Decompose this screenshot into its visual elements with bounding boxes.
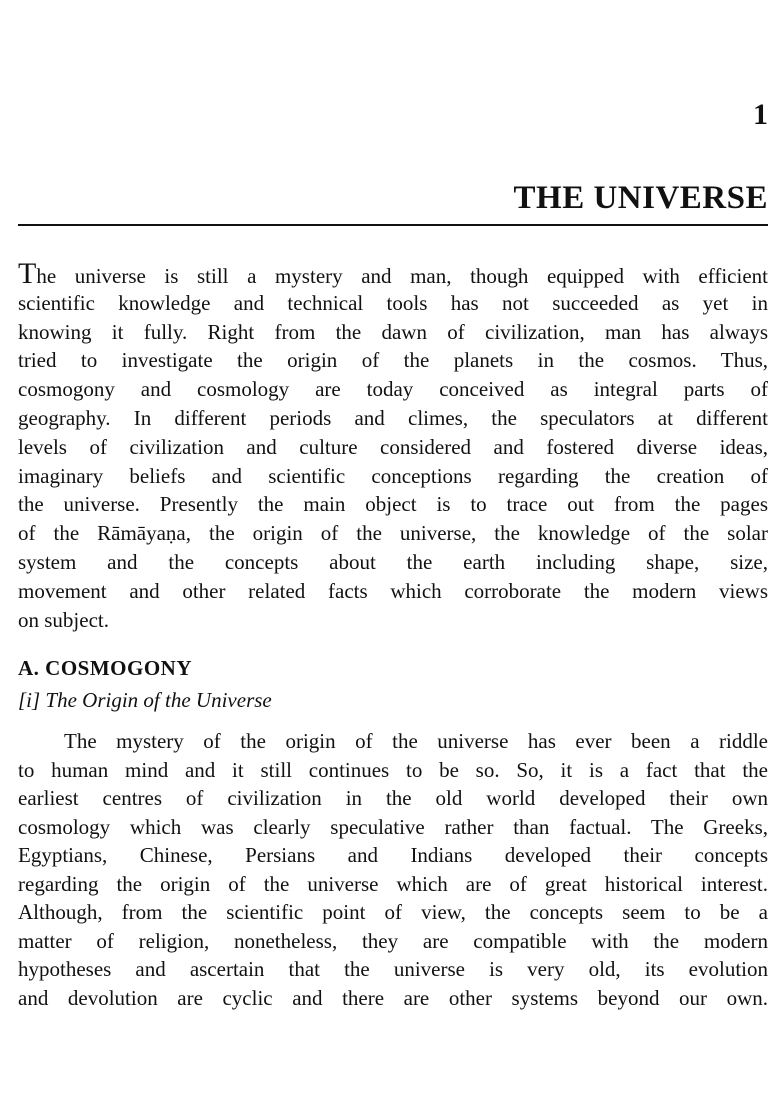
text-line: to human mind and it still continues to be so. So, it is a fact that the — [18, 757, 768, 782]
text-line: earliest centres of civilization in the old world developed their own — [18, 786, 768, 810]
text-line: imaginary beliefs and scientific conceptions regarding the creation of — [18, 463, 768, 488]
text-line: cosmogony and cosmology are today conceived as integral parts of — [18, 377, 768, 402]
text-line: scientific knowledge and technical tools has not succeeded as yet in — [18, 290, 768, 315]
text-line: the universe. Presently the main object is to trace out from the pages — [18, 492, 768, 517]
text-line: hypotheses and ascertain that the universe is very old, its evolution — [18, 957, 768, 981]
text-line: knowing it fully. Right from the dawn of civilization, man has always — [18, 319, 768, 344]
text-line: cosmology which was clearly speculative rather than factual. The Greeks, — [18, 814, 768, 839]
subsection-heading: [i] The Origin of the Universe — [18, 688, 272, 712]
body-paragraph — [18, 727, 768, 1012]
intro-paragraph — [18, 257, 768, 634]
text-line: regarding the origin of the universe which are of great historical interest. — [18, 871, 768, 896]
text-line: of the Rāmāyaṇa, the origin of the universe, the knowledge of the solar — [18, 521, 768, 546]
text-line: on subject. — [18, 607, 109, 632]
section-heading: A. COSMOGONY — [18, 656, 192, 680]
text-line: geography. In different periods and climes, the speculators at different — [18, 405, 768, 430]
text-line: levels of civilization and culture considered and fostered diverse ideas, — [18, 434, 768, 459]
chapter-title: THE UNIVERSE — [513, 180, 768, 216]
text-line: and devolution are cyclic and there are other systems beyond our own. — [18, 985, 768, 1010]
text-line: movement and other related facts which corroborate the modern views — [18, 578, 768, 603]
title-rule — [18, 224, 768, 226]
text-line: The universe is still a mystery and man, though equipped with efficient — [18, 257, 768, 290]
chapter-number: 1 — [753, 98, 768, 131]
text-line: tried to investigate the origin of the planets in the cosmos. Thus, — [18, 348, 768, 373]
text-line: The mystery of the origin of the universe has ever been a riddle — [64, 729, 768, 753]
text-line: Although, from the scientific point of view, the concepts seem to be a — [18, 900, 768, 924]
text-line: Egyptians, Chinese, Persians and Indians developed their concepts — [18, 843, 768, 867]
text-line: matter of religion, nonetheless, they are compatible with the modern — [18, 928, 768, 953]
text-line: system and the concepts about the earth including shape, size, — [18, 549, 768, 574]
